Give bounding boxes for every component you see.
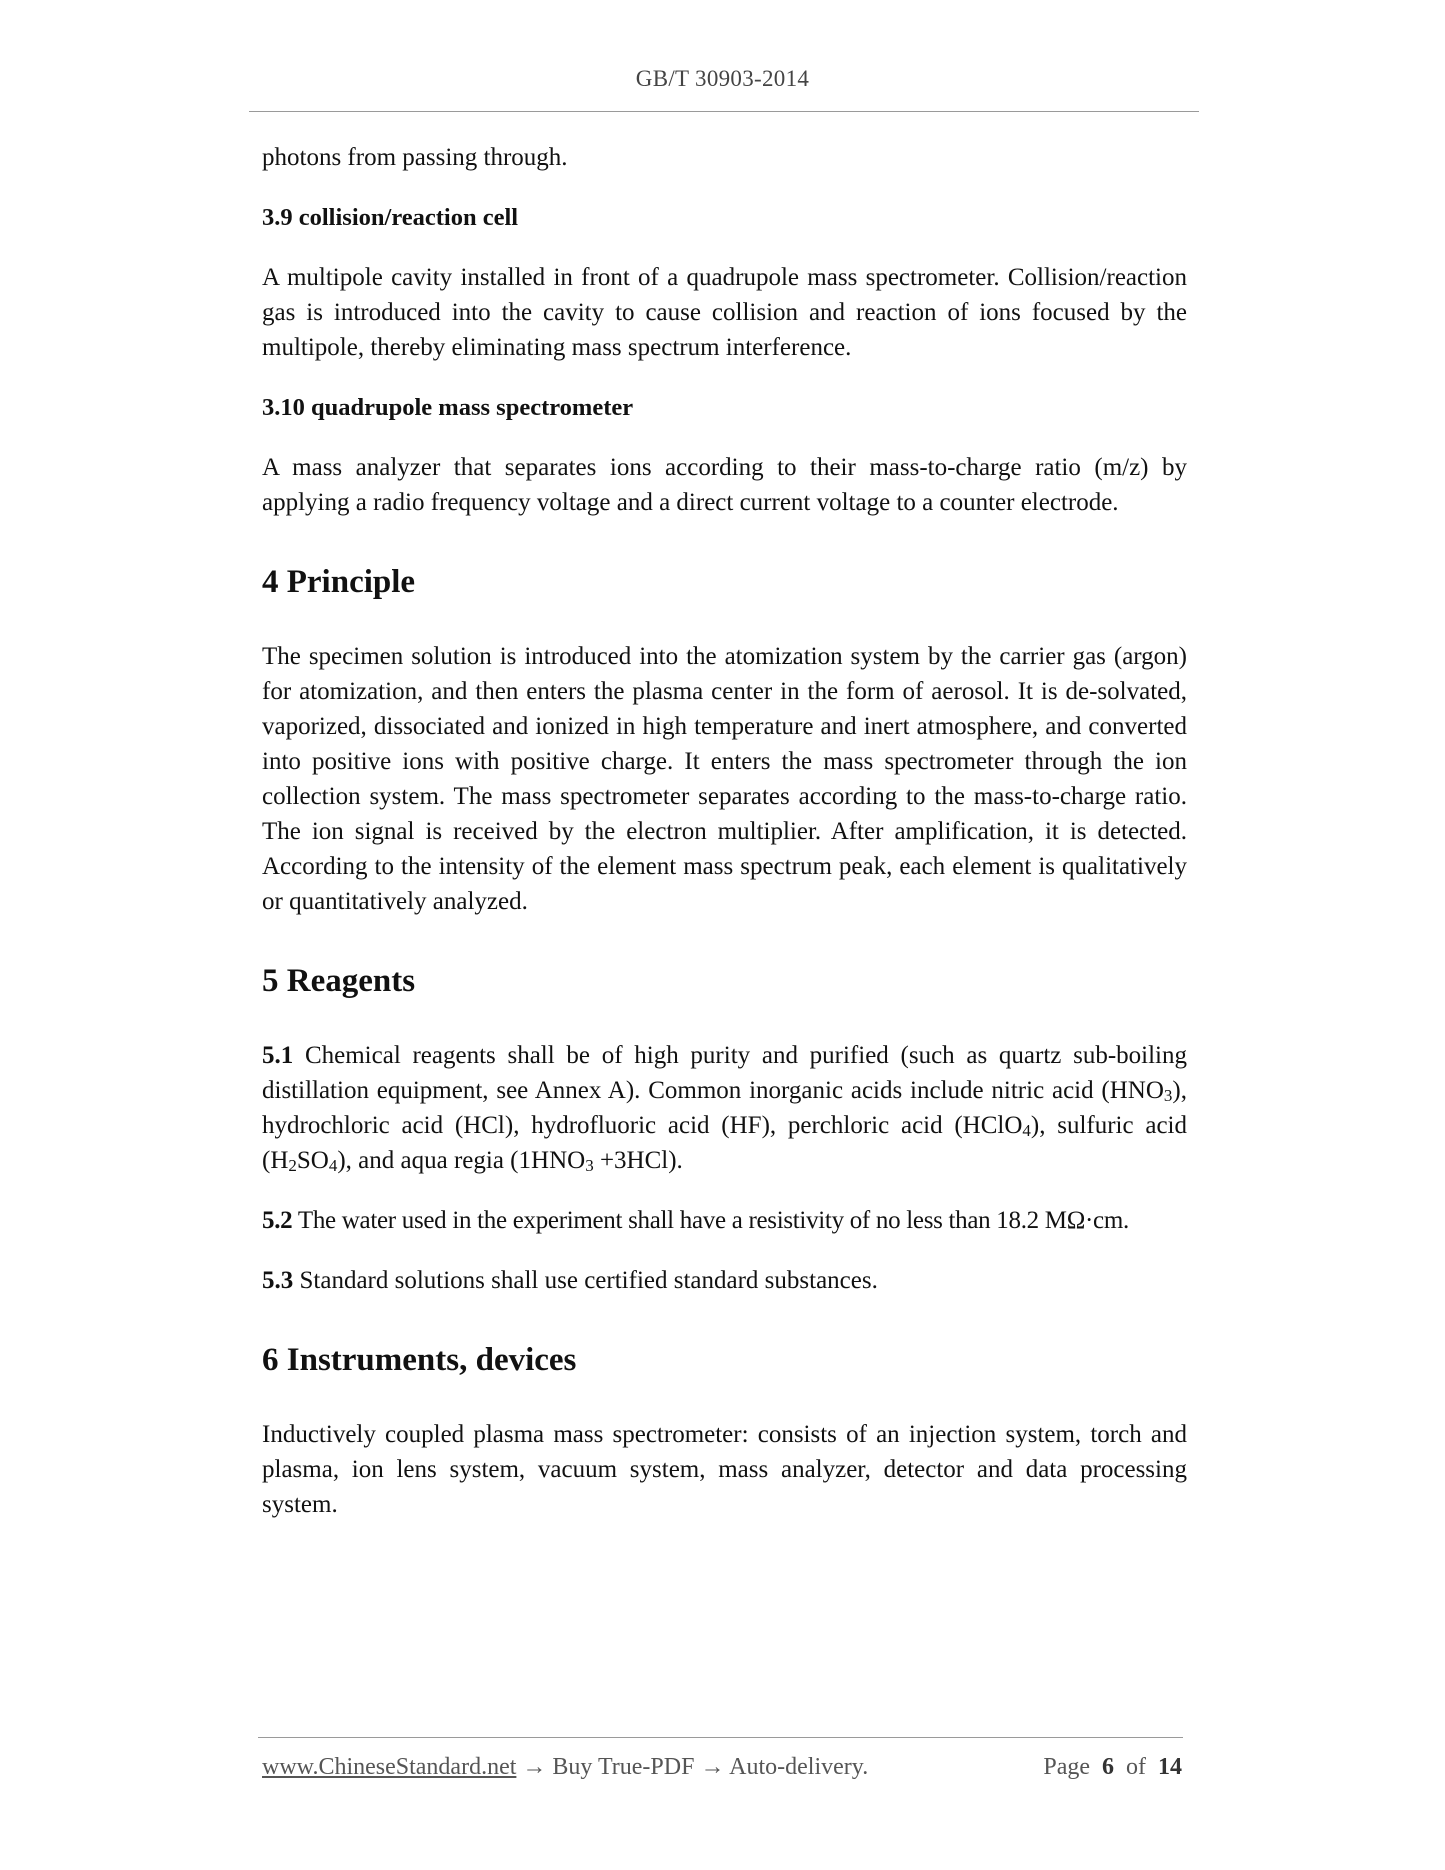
buy-pdf-text: Buy True-PDF [552, 1754, 695, 1780]
section-5-heading: 5 Reagents [262, 963, 416, 999]
page-content [262, 140, 1187, 1522]
arrow-icon: → [516, 1754, 553, 1780]
item-5-3: 5.3 Standard solutions shall use certified standard substances. [262, 1267, 878, 1294]
header-divider [249, 111, 1199, 112]
term-3-9-definition: A multipole cavity installed in front of a quadrupole mass spectrometer. Collision/reaction gas is introduced into the cavity to cause collision and reaction of ions focused by the multipole, thereby eliminating mass spectrum interference. [262, 264, 1187, 361]
item-5-2-number: 5.2 [262, 1207, 293, 1234]
footer-promo [262, 1754, 868, 1781]
document-header: GB/T 30903-2014 [635, 66, 810, 91]
section-6-body: Inductively coupled plasma mass spectrometer: consists of an injection system, torch and plasma, ion lens system, vacuum system, mass analyzer, detector and data processing system. [262, 1421, 1187, 1518]
term-3-9-title: 3.9 collision/reaction cell [262, 204, 519, 231]
footer-divider [258, 1737, 1183, 1738]
term-3-10-definition: A mass analyzer that separates ions according to their mass-to-charge ratio (m/z) by applying a radio frequency voltage and a direct current voltage to a counter electrode. [262, 454, 1187, 516]
section-4-heading: 4 Principle [262, 564, 416, 600]
item-5-3-number: 5.3 [262, 1267, 294, 1294]
term-3-10-title: 3.10 quadrupole mass spectrometer [262, 394, 634, 421]
section-6-heading: 6 Instruments, devices [262, 1342, 577, 1378]
page-number: Page 6 of 14 [1043, 1754, 1182, 1780]
item-5-1-number: 5.1 [262, 1042, 294, 1069]
item-5-1: 5.1 Chemical reagents shall be of high purity and purified (such as quartz sub-boiling distillation equipment, see Annex A). Common inorganic acids include nitric acid $(HNO_3)$, hydrochloric acid (HCl), hydrofluoric acid (HF), perchloric acid (HClO$_4$), sulfuric acid $(H_2SO_4)$, and aqua regia $(1HNO_3 +3HCl)$. [262, 1042, 1187, 1175]
auto-delivery-text: Auto-delivery. [729, 1754, 869, 1780]
website-link[interactable]: www.ChineseStandard.net [262, 1754, 517, 1780]
page-current: 6 [1102, 1754, 1114, 1780]
item-5-2: 5.2 The water used in the experiment shall have a resistivity of no less than 18.2 MΩ·cm. [262, 1207, 1129, 1234]
page-total: 14 [1158, 1754, 1182, 1780]
section-4-body: The specimen solution is introduced into the atomization system by the carrier gas (argon) for atomization, and then enters the plasma center in the form of aerosol. It is de-solvated, vaporized, dissociated and ionized in high temperature and inert atmosphere, and converted into positive ions with positive charge. It enters the mass spectrometer through the ion collection system. The mass spectrometer separates according to the mass-to-charge ratio. The ion signal is received by the electron multiplier. After amplification, it is detected. According to the intensity of the element mass spectrum peak, each element is qualitatively or quantitatively analyzed. [262, 643, 1187, 915]
continuation-text: photons from passing through. [262, 144, 568, 171]
arrow-icon: → [694, 1754, 730, 1780]
